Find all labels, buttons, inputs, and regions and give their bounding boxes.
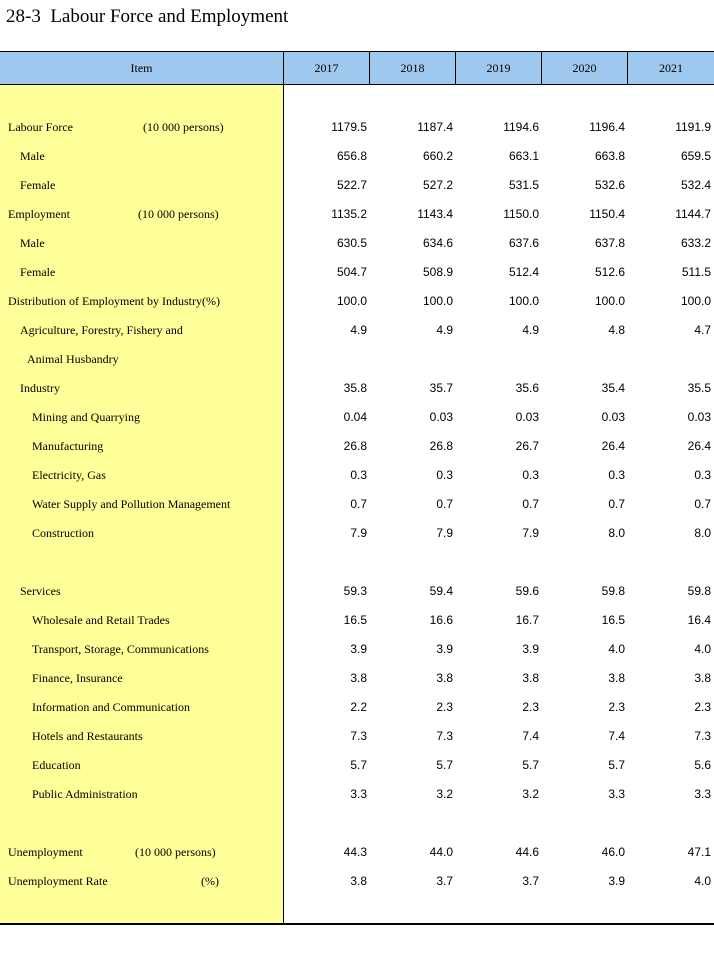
row-value: 5.7 [350, 758, 367, 772]
row-label: Services [20, 584, 61, 598]
row-label: Male [20, 236, 45, 250]
row-value: 0.3 [608, 468, 625, 482]
row-value: 59.8 [601, 584, 625, 598]
row-value: 633.2 [680, 236, 711, 250]
table-row [0, 403, 714, 432]
row-value: 3.9 [522, 642, 539, 656]
row-value: 0.03 [687, 410, 711, 424]
row-label: Animal Husbandry [27, 352, 119, 366]
row-value: 7.4 [608, 729, 625, 743]
row-value: 3.3 [350, 787, 367, 801]
table-row [0, 258, 714, 287]
table-row [0, 345, 714, 374]
row-value: 35.4 [601, 381, 625, 395]
row-label: Construction [32, 526, 94, 540]
row-value: 26.4 [687, 439, 711, 453]
row-value: 5.7 [522, 758, 539, 772]
row-label: Unemployment [8, 845, 83, 859]
row-unit: (10 000 persons) [138, 207, 219, 221]
row-value: 522.7 [336, 178, 367, 192]
table-row [0, 664, 714, 693]
row-value: 35.5 [687, 381, 711, 395]
row-value: 0.03 [515, 410, 539, 424]
row-label: Hotels and Restaurants [32, 729, 143, 743]
header-divider [455, 52, 456, 85]
row-value: 0.7 [694, 497, 711, 511]
row-value: 26.8 [429, 439, 453, 453]
row-label: Labour Force [8, 120, 73, 134]
table-row [0, 519, 714, 548]
row-value: 1144.7 [675, 207, 711, 221]
row-value: 7.3 [694, 729, 711, 743]
row-label: Female [20, 265, 56, 279]
table-row [0, 374, 714, 403]
row-value: 46.0 [601, 845, 625, 859]
row-value: 4.0 [694, 642, 711, 656]
row-value: 1150.4 [589, 207, 625, 221]
row-value: 3.3 [694, 787, 711, 801]
page-title: 28-3 Labour Force and Employment [6, 6, 289, 27]
row-value: 1187.4 [417, 120, 453, 134]
row-value: 0.7 [608, 497, 625, 511]
row-value: 0.3 [522, 468, 539, 482]
row-value: 527.2 [422, 178, 453, 192]
row-value: 8.0 [694, 526, 711, 540]
row-value: 3.8 [350, 671, 367, 685]
row-value: 44.0 [429, 845, 453, 859]
row-value: 5.7 [608, 758, 625, 772]
row-value: 35.6 [515, 381, 539, 395]
row-value: 660.2 [422, 149, 453, 163]
row-value: 637.8 [594, 236, 625, 250]
row-value: 16.6 [429, 613, 453, 627]
row-value: 531.5 [508, 178, 539, 192]
table-row [0, 490, 714, 519]
row-value: 634.6 [422, 236, 453, 250]
row-value: 7.4 [522, 729, 539, 743]
row-value: 3.2 [436, 787, 453, 801]
row-value: 4.0 [694, 874, 711, 888]
row-value: 4.9 [436, 323, 453, 337]
row-value: 100.0 [422, 294, 453, 308]
row-value: 0.3 [694, 468, 711, 482]
row-value: 0.7 [350, 497, 367, 511]
header-divider [369, 52, 370, 85]
table-row [0, 867, 714, 896]
row-value: 2.3 [608, 700, 625, 714]
row-value: 100.0 [594, 294, 625, 308]
row-label: Unemployment Rate [8, 874, 108, 888]
row-value: 2.3 [522, 700, 539, 714]
row-unit: (10 000 persons) [143, 120, 224, 134]
row-label: Employment [8, 207, 70, 221]
row-value: 0.3 [436, 468, 453, 482]
row-value: 3.3 [608, 787, 625, 801]
row-value: 656.8 [336, 149, 367, 163]
table-row [0, 780, 714, 809]
row-value: 3.8 [350, 874, 367, 888]
table-header [0, 52, 714, 85]
row-value: 4.8 [608, 323, 625, 337]
row-value: 512.6 [594, 265, 625, 279]
table-row [0, 751, 714, 780]
row-value: 1135.2 [331, 207, 367, 221]
header-divider [283, 52, 284, 85]
row-value: 4.9 [522, 323, 539, 337]
row-value: 508.9 [422, 265, 453, 279]
header-year-2020: 2020 [572, 61, 597, 75]
row-value: 630.5 [336, 236, 367, 250]
table-row [0, 142, 714, 171]
row-value: 3.8 [436, 671, 453, 685]
row-value: 16.4 [687, 613, 711, 627]
row-label: Distribution of Employment by Industry(%) [8, 294, 220, 308]
row-value: 3.2 [522, 787, 539, 801]
row-value: 5.7 [436, 758, 453, 772]
row-value: 2.3 [694, 700, 711, 714]
row-label: Mining and Quarrying [32, 410, 140, 424]
row-value: 1191.9 [675, 120, 711, 134]
row-label: Electricity, Gas [32, 468, 106, 482]
row-value: 2.3 [436, 700, 453, 714]
row-value: 7.9 [522, 526, 539, 540]
header-divider [627, 52, 628, 85]
row-value: 3.9 [608, 874, 625, 888]
row-value: 100.0 [336, 294, 367, 308]
table-row [0, 838, 714, 867]
row-value: 1194.6 [503, 120, 539, 134]
row-value: 5.6 [694, 758, 711, 772]
header-year-2019: 2019 [486, 61, 511, 75]
row-value: 532.6 [594, 178, 625, 192]
row-value: 3.9 [436, 642, 453, 656]
row-value: 100.0 [680, 294, 711, 308]
table-row [0, 316, 714, 345]
row-value: 0.7 [522, 497, 539, 511]
row-value: 16.7 [515, 613, 539, 627]
row-value: 0.03 [429, 410, 453, 424]
table-row [0, 577, 714, 606]
row-value: 1143.4 [417, 207, 453, 221]
row-value: 3.9 [350, 642, 367, 656]
table-row [0, 200, 714, 229]
row-value: 0.03 [601, 410, 625, 424]
table-row [0, 461, 714, 490]
row-label: Information and Communication [32, 700, 190, 714]
header-item: Item [130, 61, 153, 75]
row-value: 3.8 [694, 671, 711, 685]
row-value: 3.7 [522, 874, 539, 888]
table-row [0, 722, 714, 751]
row-value: 7.3 [436, 729, 453, 743]
row-value: 26.7 [515, 439, 539, 453]
row-value: 504.7 [336, 265, 367, 279]
row-label: Finance, Insurance [32, 671, 123, 685]
table-row [0, 229, 714, 258]
row-label: Agriculture, Forestry, Fishery and [20, 323, 183, 337]
row-value: 1150.0 [503, 207, 539, 221]
row-label: Public Administration [32, 787, 138, 801]
row-value: 3.8 [608, 671, 625, 685]
row-value: 512.4 [508, 265, 539, 279]
row-value: 1196.4 [589, 120, 625, 134]
row-value: 59.8 [687, 584, 711, 598]
row-label: Water Supply and Pollution Management [32, 497, 231, 511]
row-value: 3.7 [436, 874, 453, 888]
table-bottom-rule [0, 923, 714, 925]
row-value: 59.4 [429, 584, 453, 598]
table-row [0, 693, 714, 722]
row-value: 2.2 [350, 700, 367, 714]
row-value: 4.7 [694, 323, 711, 337]
header-divider [541, 52, 542, 85]
row-unit: (%) [201, 874, 219, 888]
row-label: Transport, Storage, Communications [32, 642, 209, 656]
row-value: 4.0 [608, 642, 625, 656]
row-value: 659.5 [680, 149, 711, 163]
row-value: 663.8 [594, 149, 625, 163]
header-year-2018: 2018 [400, 61, 425, 75]
row-value: 0.04 [343, 410, 367, 424]
row-value: 1179.5 [331, 120, 367, 134]
row-value: 532.4 [680, 178, 711, 192]
row-value: 26.4 [601, 439, 625, 453]
row-value: 35.8 [343, 381, 367, 395]
row-value: 7.3 [350, 729, 367, 743]
row-value: 44.3 [343, 845, 367, 859]
row-value: 16.5 [343, 613, 367, 627]
row-value: 59.6 [515, 584, 539, 598]
table-row [0, 113, 714, 142]
row-value: 59.3 [343, 584, 367, 598]
row-value: 16.5 [601, 613, 625, 627]
row-label: Education [32, 758, 81, 772]
row-label: Manufacturing [32, 439, 104, 453]
row-value: 47.1 [687, 845, 711, 859]
row-value: 7.9 [436, 526, 453, 540]
header-year-2017: 2017 [314, 61, 339, 75]
row-value: 35.7 [429, 381, 453, 395]
row-value: 0.3 [350, 468, 367, 482]
row-value: 637.6 [508, 236, 539, 250]
row-value: 663.1 [508, 149, 539, 163]
table-row [0, 432, 714, 461]
table-row [0, 635, 714, 664]
row-label: Industry [20, 381, 60, 395]
row-value: 3.8 [522, 671, 539, 685]
table-row [0, 606, 714, 635]
row-unit: (10 000 persons) [135, 845, 216, 859]
row-value: 4.9 [350, 323, 367, 337]
header-year-2021: 2021 [659, 61, 683, 75]
row-value: 7.9 [350, 526, 367, 540]
row-value: 8.0 [608, 526, 625, 540]
row-value: 100.0 [508, 294, 539, 308]
row-label: Male [20, 149, 45, 163]
row-value: 511.5 [681, 265, 711, 279]
row-label: Wholesale and Retail Trades [32, 613, 170, 627]
row-value: 26.8 [343, 439, 367, 453]
row-value: 44.6 [515, 845, 539, 859]
table-row [0, 287, 714, 316]
table-row [0, 171, 714, 200]
row-value: 0.7 [436, 497, 453, 511]
row-label: Female [20, 178, 56, 192]
